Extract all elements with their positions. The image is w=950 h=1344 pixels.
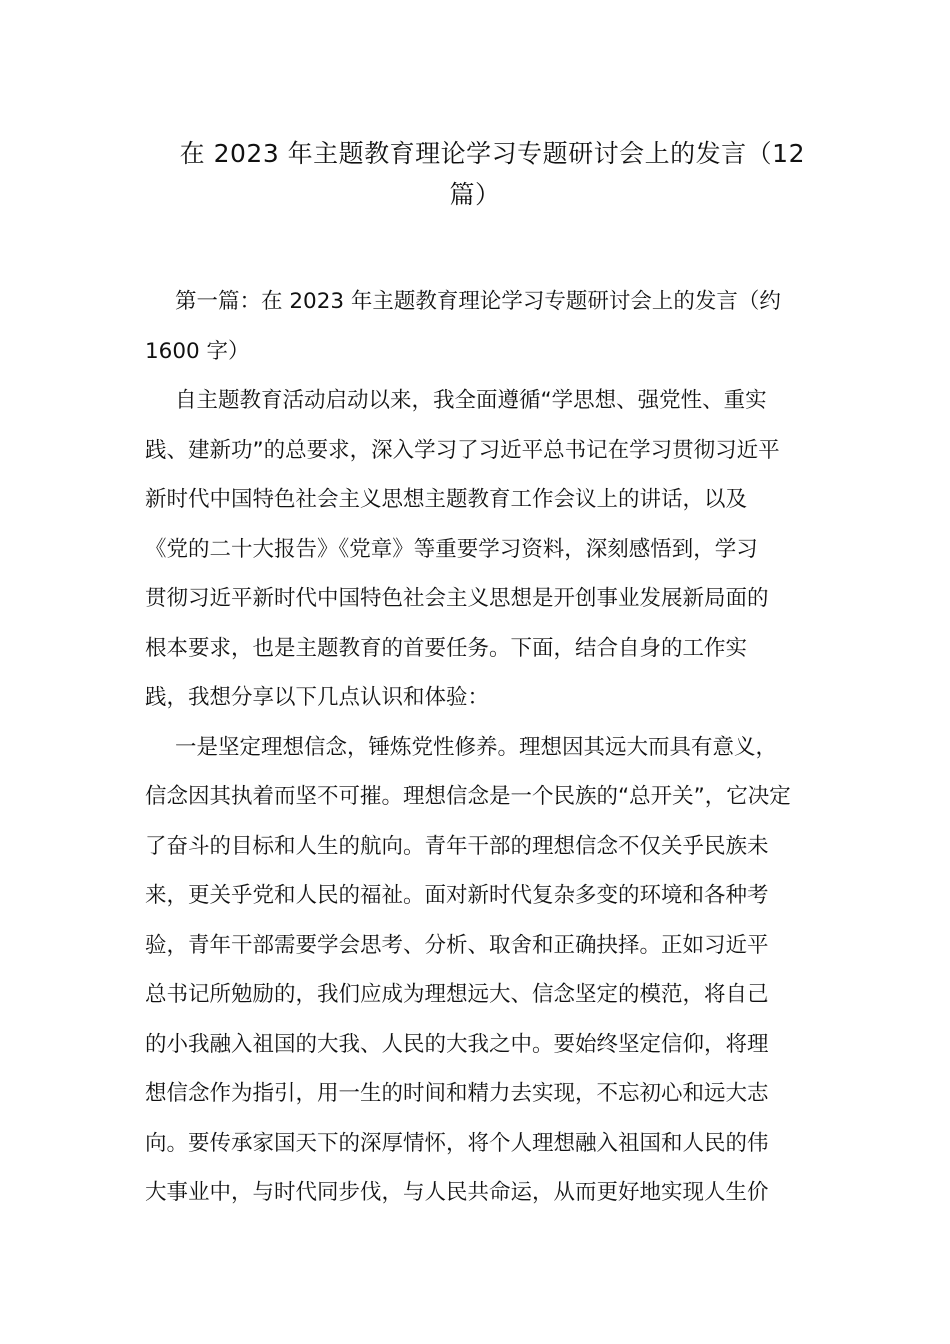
paragraph-line: 1600 字）	[145, 338, 250, 364]
paragraph-line: 大事业中，与时代同步伐，与人民共命运，从而更好地实现人生价	[145, 1180, 769, 1205]
paragraph-1	[145, 277, 809, 376]
paragraph-line: 信念因其执着而坚不可摧。理想信念是一个民族的“总开关”，它决定	[145, 784, 791, 809]
paragraph-line: 一是坚定理想信念，锤炼党性修养。理想因其远大而具有意义，	[175, 734, 778, 760]
paragraph-line: 验，青年干部需要学会思考、分析、取舍和正确抉择。正如习近平	[145, 932, 769, 958]
paragraph-line: 践、建新功”的总要求，深入学习了习近平总书记在学习贯彻习近平	[145, 437, 780, 463]
document-title: 在 2023 年主题教育理论学习专题研讨会上的发言（12	[179, 139, 805, 168]
paragraph-line: 来，更关乎党和人民的福祉。面对新时代复杂多变的环境和各种考	[145, 883, 769, 908]
paragraph-line: 向。要传承家国天下的深厚情怀，将个人理想融入祖国和人民的伟	[145, 1130, 769, 1156]
paragraph-line: 总书记所勉励的，我们应成为理想远大、信念坚定的模范，将自己	[145, 982, 769, 1007]
paragraph-line: 践，我想分享以下几点认识和体验：	[145, 685, 490, 710]
paragraph-line: 《党的二十大报告》《党章》等重要学习资料，深刻感悟到，学习	[145, 536, 758, 562]
paragraph-line: 新时代中国特色社会主义思想主题教育工作会议上的讲话，以及	[145, 487, 748, 512]
paragraph-2	[145, 376, 809, 723]
paragraph-line: 了奋斗的目标和人生的航向。青年干部的理想信念不仅关乎民族未	[145, 833, 769, 859]
paragraph-line: 想信念作为指引，用一生的时间和精力去实现，不忘初心和远大志	[145, 1081, 769, 1106]
paragraph-line: 自主题教育活动启动以来，我全面遵循“学思想、强党性、重实	[175, 388, 767, 413]
paragraph-line: 的小我融入祖国的大我、人民的大我之中。要始终坚定信仰，将理	[145, 1031, 769, 1057]
paragraph-line: 根本要求，也是主题教育的首要任务。下面，结合自身的工作实	[145, 635, 748, 661]
paragraph-3	[145, 723, 809, 1218]
paragraph-line: 第一篇：在 2023 年主题教育理论学习专题研讨会上的发言（约	[175, 289, 781, 314]
document-title-continued: 篇）	[449, 180, 501, 209]
body-text	[145, 277, 809, 1218]
paragraph-line: 贯彻习近平新时代中国特色社会主义思想是开创事业发展新局面的	[145, 586, 769, 611]
